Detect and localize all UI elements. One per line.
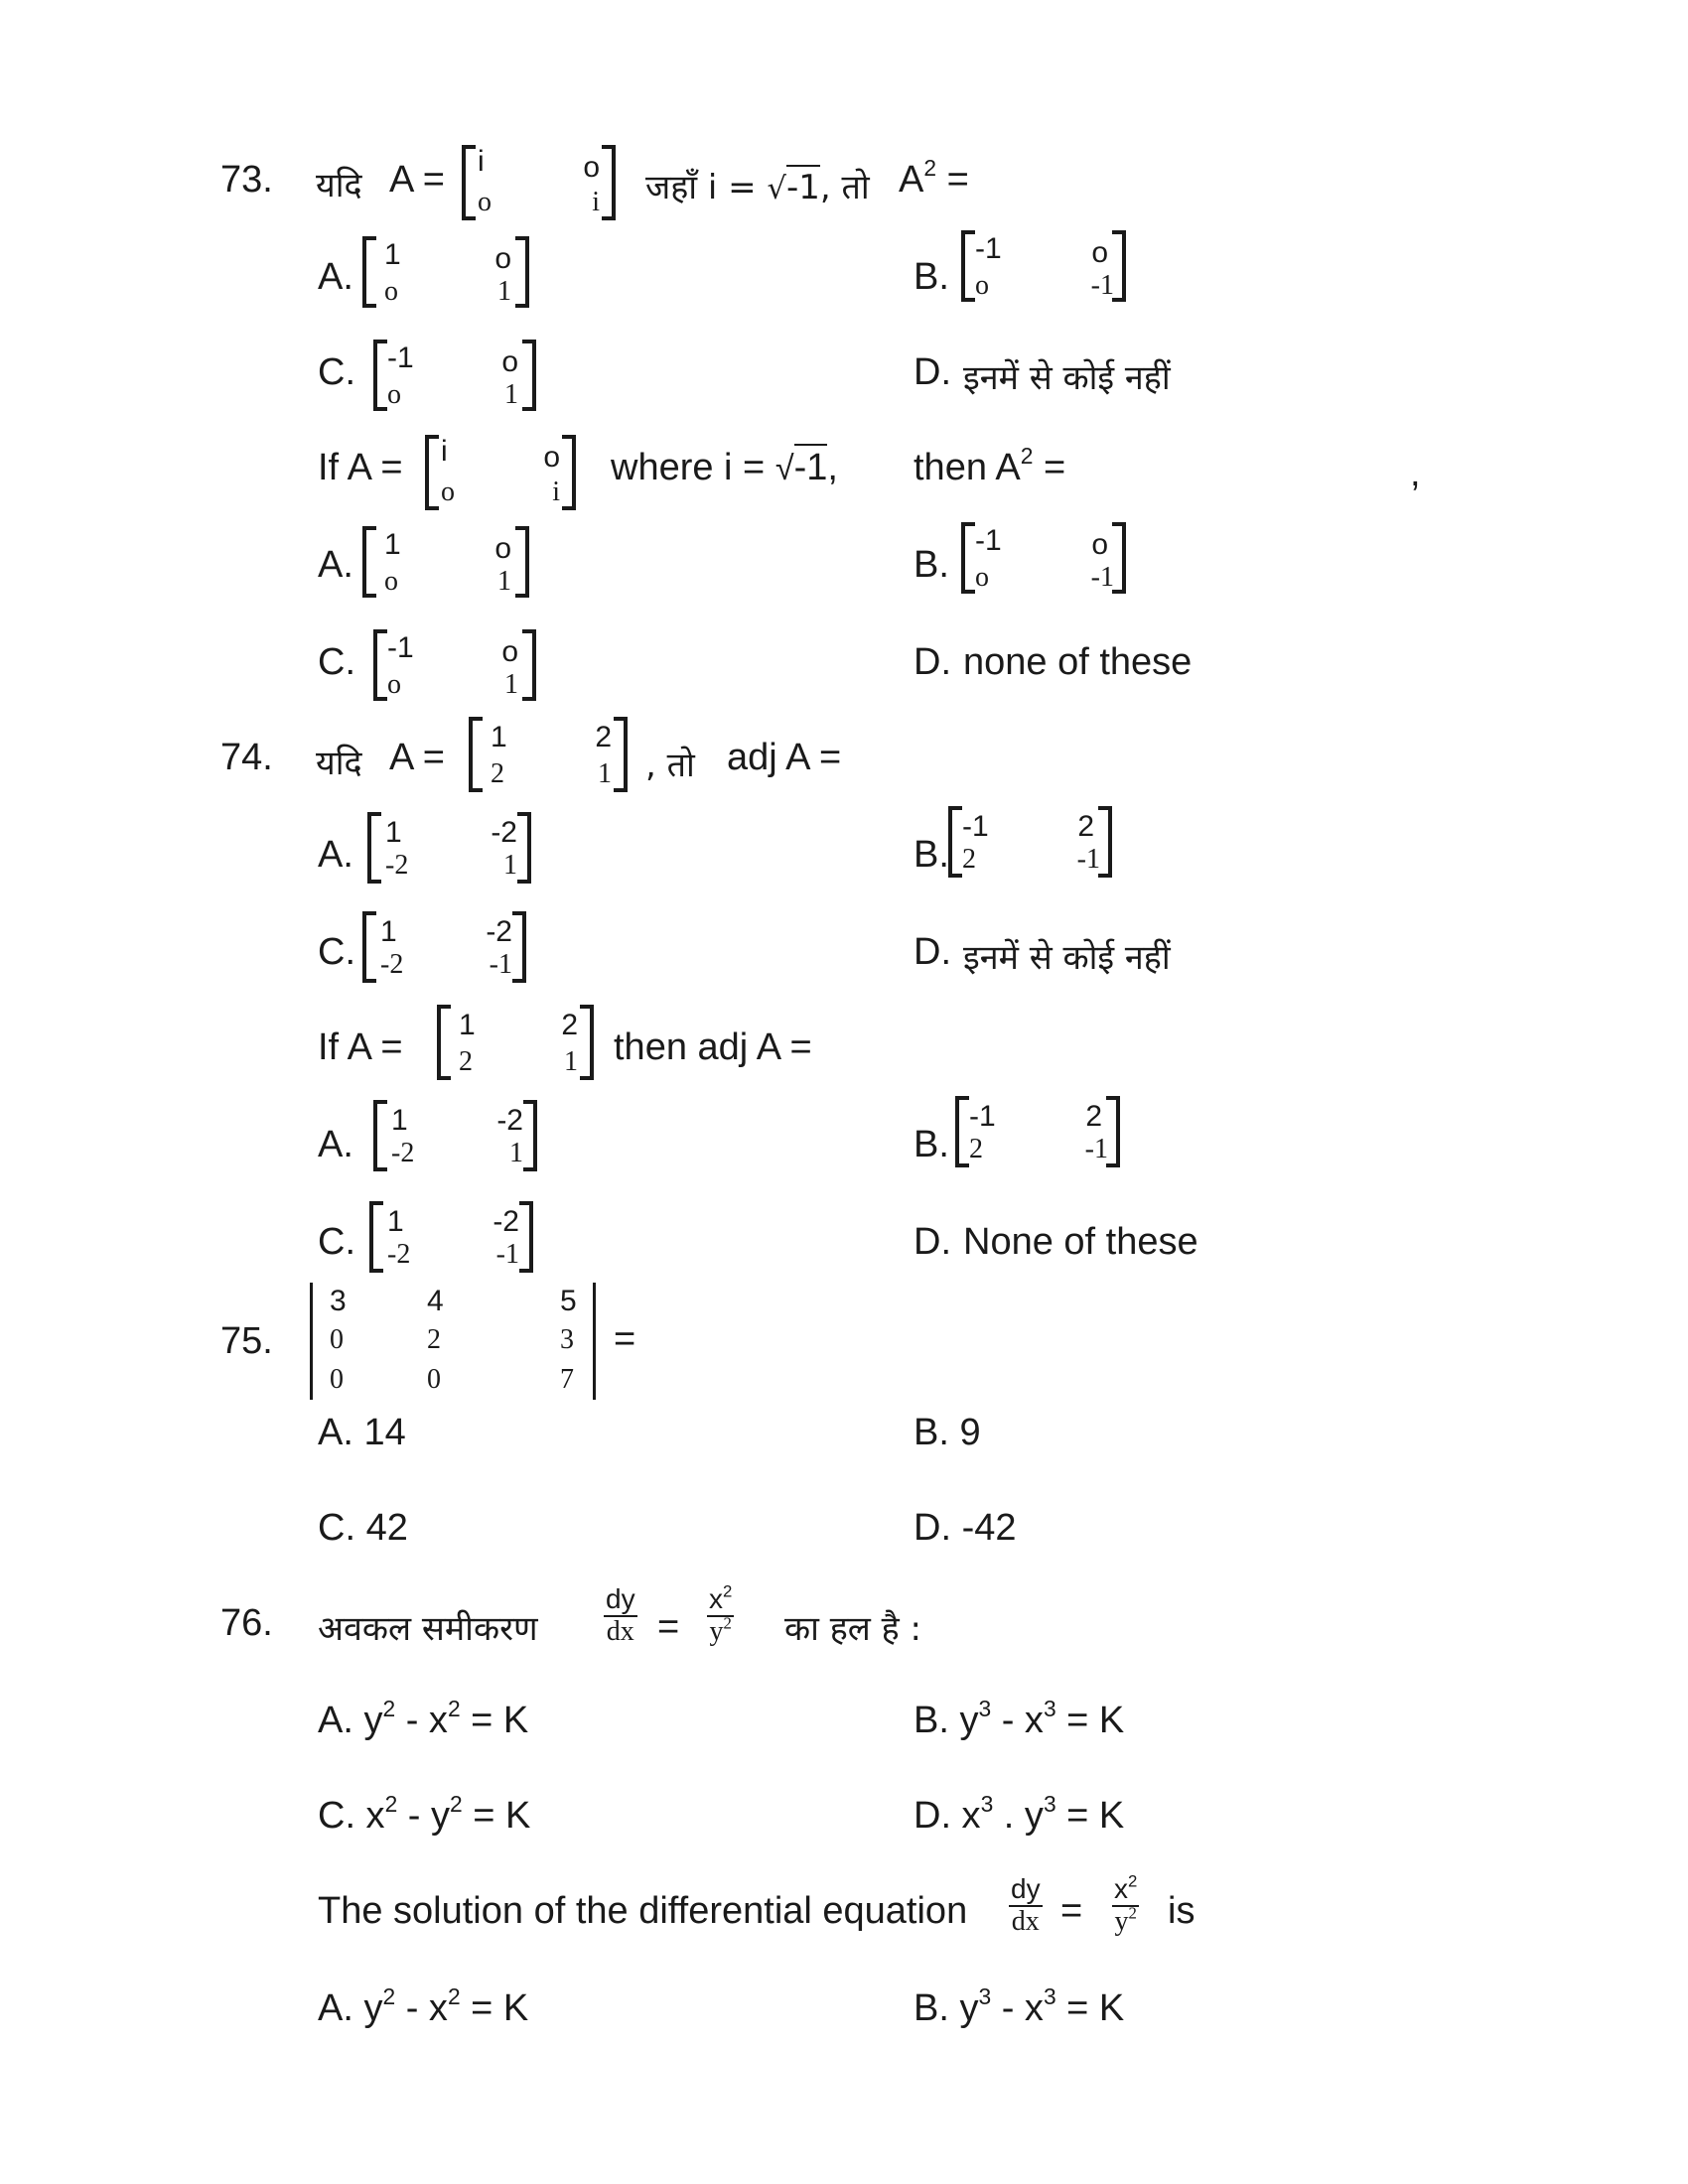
- option-b-label: B.: [914, 1124, 949, 1165]
- question-number: 73.: [220, 159, 273, 201]
- option-d: D. $x^3$ . $y^3 = K$: [914, 1791, 1125, 1837]
- stray-mark: ,: [1410, 453, 1421, 494]
- question-number: 75.: [220, 1320, 273, 1362]
- option-b: B. 9: [914, 1412, 981, 1453]
- matrix-lead: A =: [389, 159, 445, 201]
- matrix-a: i o o i: [425, 435, 576, 510]
- option-c-label: C.: [318, 641, 355, 683]
- option-c-matrix: -1 o o 1: [373, 629, 536, 701]
- matrix-lead: If A =: [318, 447, 403, 488]
- equals-sign: =: [1060, 1890, 1083, 1932]
- question-number: 74.: [220, 737, 273, 778]
- option-a-label: A.: [318, 256, 353, 298]
- option-c-matrix: 1 -2 -2 -1: [362, 911, 526, 983]
- option-a: A. 14: [318, 1412, 406, 1453]
- option-b: B. $y^3 - x^3 = K$: [914, 1983, 1125, 2029]
- matrix-a: 1 2 2 1: [437, 1005, 594, 1080]
- option-a-matrix: 1 -2 -2 1: [373, 1100, 537, 1171]
- option-c-label: C.: [318, 351, 355, 393]
- option-d-label: D.: [914, 641, 951, 683]
- question-lead: The solution of the differential equation: [318, 1890, 968, 1932]
- option-b-label: B.: [914, 256, 949, 298]
- option-a-matrix: 1 -2 -2 1: [367, 812, 531, 884]
- option-d: D. -42: [914, 1507, 1017, 1549]
- fraction-dy-dx: $\frac{dy}{dx}$: [606, 1583, 635, 1647]
- asked-expression: adj A =: [727, 737, 842, 778]
- option-b: B. $y^3 - x^3 = K$: [914, 1696, 1125, 1741]
- option-d-label: D.: [914, 1221, 951, 1263]
- question-prefix: यदि: [316, 744, 362, 783]
- option-b-matrix: -1 2 2 -1: [948, 806, 1112, 878]
- option-b-matrix: -1 o o -1: [961, 230, 1126, 302]
- question-number: 76.: [220, 1602, 273, 1644]
- question-lead: अवकल समीकरण: [318, 1609, 538, 1649]
- option-a-label: A.: [318, 544, 353, 586]
- option-b-label: B.: [914, 544, 949, 586]
- option-d-text: none of these: [963, 641, 1193, 683]
- matrix-a: 1 2 2 1: [469, 717, 628, 792]
- option-d-label: D.: [914, 931, 951, 973]
- matrix-lead: If A =: [318, 1026, 403, 1068]
- equals-sign: =: [614, 1318, 636, 1360]
- option-a-label: A.: [318, 834, 353, 876]
- option-b-label: B.: [914, 834, 949, 876]
- matrix-lead: A =: [389, 737, 445, 778]
- option-a-matrix: 1 o o 1: [362, 236, 529, 308]
- question-prefix: यदि: [316, 166, 362, 205]
- equals-sign: =: [657, 1606, 680, 1648]
- option-d-text: इनमें से कोई नहीं: [963, 938, 1171, 978]
- condition-text: जहाँ i = √-1, तो: [645, 163, 870, 208]
- option-d-text: इनमें से कोई नहीं: [963, 358, 1171, 398]
- option-c: C. $x^2 - y^2 = K$: [318, 1791, 531, 1837]
- determinant: 3 4 5 0 2 3 0 0 7: [310, 1283, 596, 1400]
- fraction-x2-y2: $\frac{x^2}{y^2}$: [709, 1581, 733, 1647]
- option-d-label: D.: [914, 351, 951, 393]
- option-b-matrix: -1 2 2 -1: [955, 1096, 1120, 1167]
- option-c-matrix: 1 -2 -2 -1: [369, 1201, 533, 1273]
- option-c-label: C.: [318, 1221, 355, 1263]
- asked-expression: $A^2$ =: [899, 155, 969, 201]
- question-then: , तो: [645, 746, 695, 785]
- option-c-matrix: -1 o o 1: [373, 340, 536, 411]
- condition-text: where i = √-1,: [611, 449, 838, 486]
- asked-expression: then $A^2$ =: [914, 443, 1066, 488]
- asked-expression: then adj A =: [614, 1026, 812, 1068]
- fraction-dy-dx: $\frac{dy}{dx}$: [1011, 1873, 1041, 1937]
- option-b-matrix: -1 o o -1: [961, 522, 1126, 594]
- matrix-a: i o o i: [462, 145, 616, 220]
- option-c-label: C.: [318, 931, 355, 973]
- option-a: A. $y^2 - x^2 = K$: [318, 1696, 529, 1741]
- option-a: A. $y^2 - x^2 = K$: [318, 1983, 529, 2029]
- option-c: C. 42: [318, 1507, 408, 1549]
- fraction-x2-y2: $\frac{x^2}{y^2}$: [1114, 1871, 1138, 1937]
- option-a-matrix: 1 o o 1: [362, 526, 529, 598]
- question-tail: का हल है :: [784, 1609, 921, 1649]
- question-tail: is: [1168, 1890, 1196, 1932]
- option-d-text: None of these: [963, 1221, 1198, 1263]
- option-a-label: A.: [318, 1124, 353, 1165]
